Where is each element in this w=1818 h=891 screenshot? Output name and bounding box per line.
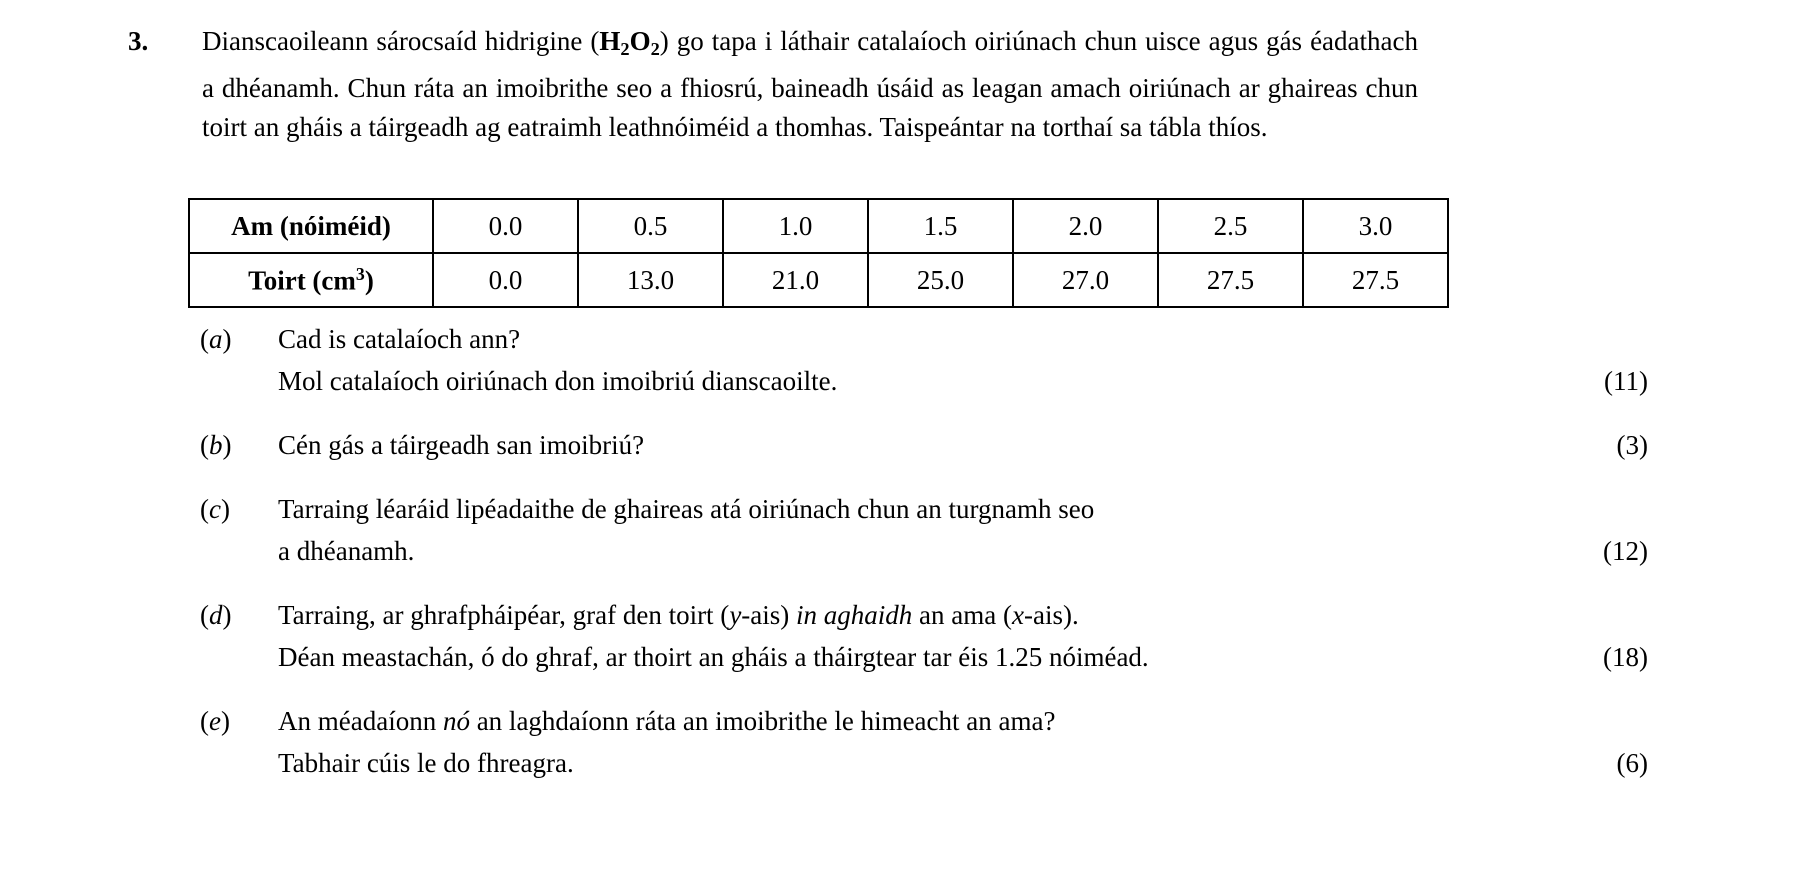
part-a-line-1-text: Cad is catalaíoch ann? bbox=[278, 324, 521, 354]
question-stem bbox=[128, 22, 1418, 147]
part-e-lines bbox=[278, 700, 1648, 784]
part-d-line-2-text: Déan meastachán, ó do ghraf, ar thoirt an gháis a tháirgtear tar éis 1.25 nóiméad. bbox=[278, 642, 1149, 672]
part-d-lines bbox=[278, 594, 1648, 678]
table-cell-time-3: 1.5 bbox=[868, 199, 1013, 253]
table-cell-time-1: 0.5 bbox=[578, 199, 723, 253]
part-letter-d: (d) bbox=[200, 600, 232, 630]
volume-label-suffix: ) bbox=[364, 265, 374, 296]
question-stem-text bbox=[202, 22, 1418, 147]
question-number: 3. bbox=[128, 26, 149, 56]
part-c-line-1-text: Tarraing léaráid lipéadaithe de ghaireas atá oiriúnach chun an turgnamh seo bbox=[278, 494, 1095, 524]
volume-label-superscript: 3 bbox=[355, 263, 365, 284]
part-d-line-1 bbox=[278, 594, 1648, 636]
part-a-line-2-text: Mol catalaíoch oiriúnach don imoibriú dianscaoilte. bbox=[278, 366, 838, 396]
part-e-line-1 bbox=[278, 700, 1648, 742]
formula-element-h: H bbox=[599, 26, 621, 56]
question-part-c bbox=[200, 488, 1648, 572]
question-part-d bbox=[200, 594, 1648, 678]
part-letter-e: (e) bbox=[200, 706, 230, 736]
part-letter-c-text: c bbox=[209, 494, 221, 524]
part-b-lines bbox=[278, 424, 1648, 466]
stem-suffix-text: ) go tapa i láthair catalaíoch oiriúnach chun uisce agus gás éadathach a dhéanamh. Chun ráta an imoibrithe seo a fhiosrú, baineadh úsáid as leagan amach oiriúnach ar ghaireas chun toirt an gháis a táirgeadh ag eatraimh leathnóiméid a thomhas. Taispeántar na torthaí sa tábla thíos. bbox=[202, 26, 1418, 143]
part-c-line-2 bbox=[278, 530, 1648, 572]
chemical-formula-hydrogen-peroxide bbox=[599, 26, 660, 60]
table-cell-volume-4: 27.0 bbox=[1013, 253, 1158, 307]
part-c-line-2-text: a dhéanamh. bbox=[278, 536, 415, 566]
part-b-line-1-marks: (3) bbox=[1616, 430, 1648, 460]
part-e-line-2 bbox=[278, 742, 1648, 784]
part-letter-b-text: b bbox=[209, 430, 223, 460]
table-cell-volume-2: 21.0 bbox=[723, 253, 868, 307]
part-d-line-1-text: Tarraing, ar ghrafpháipéar, graf den toirt (y-ais) in aghaidh an ama (x-ais). bbox=[278, 600, 1079, 630]
part-e-line-2-text: Tabhair cúis le do fhreagra. bbox=[278, 748, 574, 778]
table-cell-time-6: 3.0 bbox=[1303, 199, 1448, 253]
table-cell-volume-3: 25.0 bbox=[868, 253, 1013, 307]
table-cell-volume-6: 27.5 bbox=[1303, 253, 1448, 307]
volume-label-prefix: Toirt (cm bbox=[248, 265, 356, 296]
table-cell-volume-0: 0.0 bbox=[433, 253, 578, 307]
formula-subscript-2b: 2 bbox=[650, 39, 660, 60]
question-part-b bbox=[200, 424, 1648, 466]
table-cell-time-4: 2.0 bbox=[1013, 199, 1158, 253]
question-part-e bbox=[200, 700, 1648, 784]
table-row-time bbox=[189, 199, 1448, 253]
part-c-line-1 bbox=[278, 488, 1648, 530]
table-cell-time-2: 1.0 bbox=[723, 199, 868, 253]
part-letter-b: (b) bbox=[200, 430, 232, 460]
table-rowheader-time: Am (nóiméid) bbox=[189, 199, 433, 253]
part-a-line-1 bbox=[278, 318, 1648, 360]
part-a-line-2-marks: (11) bbox=[1604, 366, 1648, 396]
part-letter-e-text: e bbox=[209, 706, 221, 736]
part-e-line-1-text: An méadaíonn nó an laghdaíonn ráta an imoibrithe le himeacht an ama? bbox=[278, 706, 1056, 736]
part-letter-a-text: a bbox=[209, 324, 223, 354]
part-b-line-1-text: Cén gás a táirgeadh san imoibriú? bbox=[278, 430, 645, 460]
table-rowheader-volume bbox=[189, 253, 433, 307]
table-cell-volume-5: 27.5 bbox=[1158, 253, 1303, 307]
question-part-a bbox=[200, 318, 1648, 402]
formula-element-o: O bbox=[629, 26, 651, 56]
part-letter-c: (c) bbox=[200, 494, 230, 524]
table-cell-volume-1: 13.0 bbox=[578, 253, 723, 307]
part-b-line-1 bbox=[278, 424, 1648, 466]
table-row-volume bbox=[189, 253, 1448, 307]
part-letter-d-text: d bbox=[209, 600, 223, 630]
formula-subscript-2a: 2 bbox=[620, 39, 630, 60]
table-cell-time-5: 2.5 bbox=[1158, 199, 1303, 253]
part-a-line-2 bbox=[278, 360, 1648, 402]
results-table-wrapper bbox=[188, 198, 1449, 308]
part-e-line-2-marks: (6) bbox=[1616, 748, 1648, 778]
part-a-lines bbox=[278, 318, 1648, 402]
results-table bbox=[188, 198, 1449, 308]
stem-prefix-text: Dianscaoileann sárocsaíd hidrigine ( bbox=[202, 26, 600, 56]
part-d-line-2-marks: (18) bbox=[1603, 642, 1648, 672]
part-letter-a: (a) bbox=[200, 324, 232, 354]
question-parts-list bbox=[200, 318, 1648, 806]
table-cell-time-0: 0.0 bbox=[433, 199, 578, 253]
part-c-lines bbox=[278, 488, 1648, 572]
part-c-line-2-marks: (12) bbox=[1603, 536, 1648, 566]
part-d-line-2 bbox=[278, 636, 1648, 678]
